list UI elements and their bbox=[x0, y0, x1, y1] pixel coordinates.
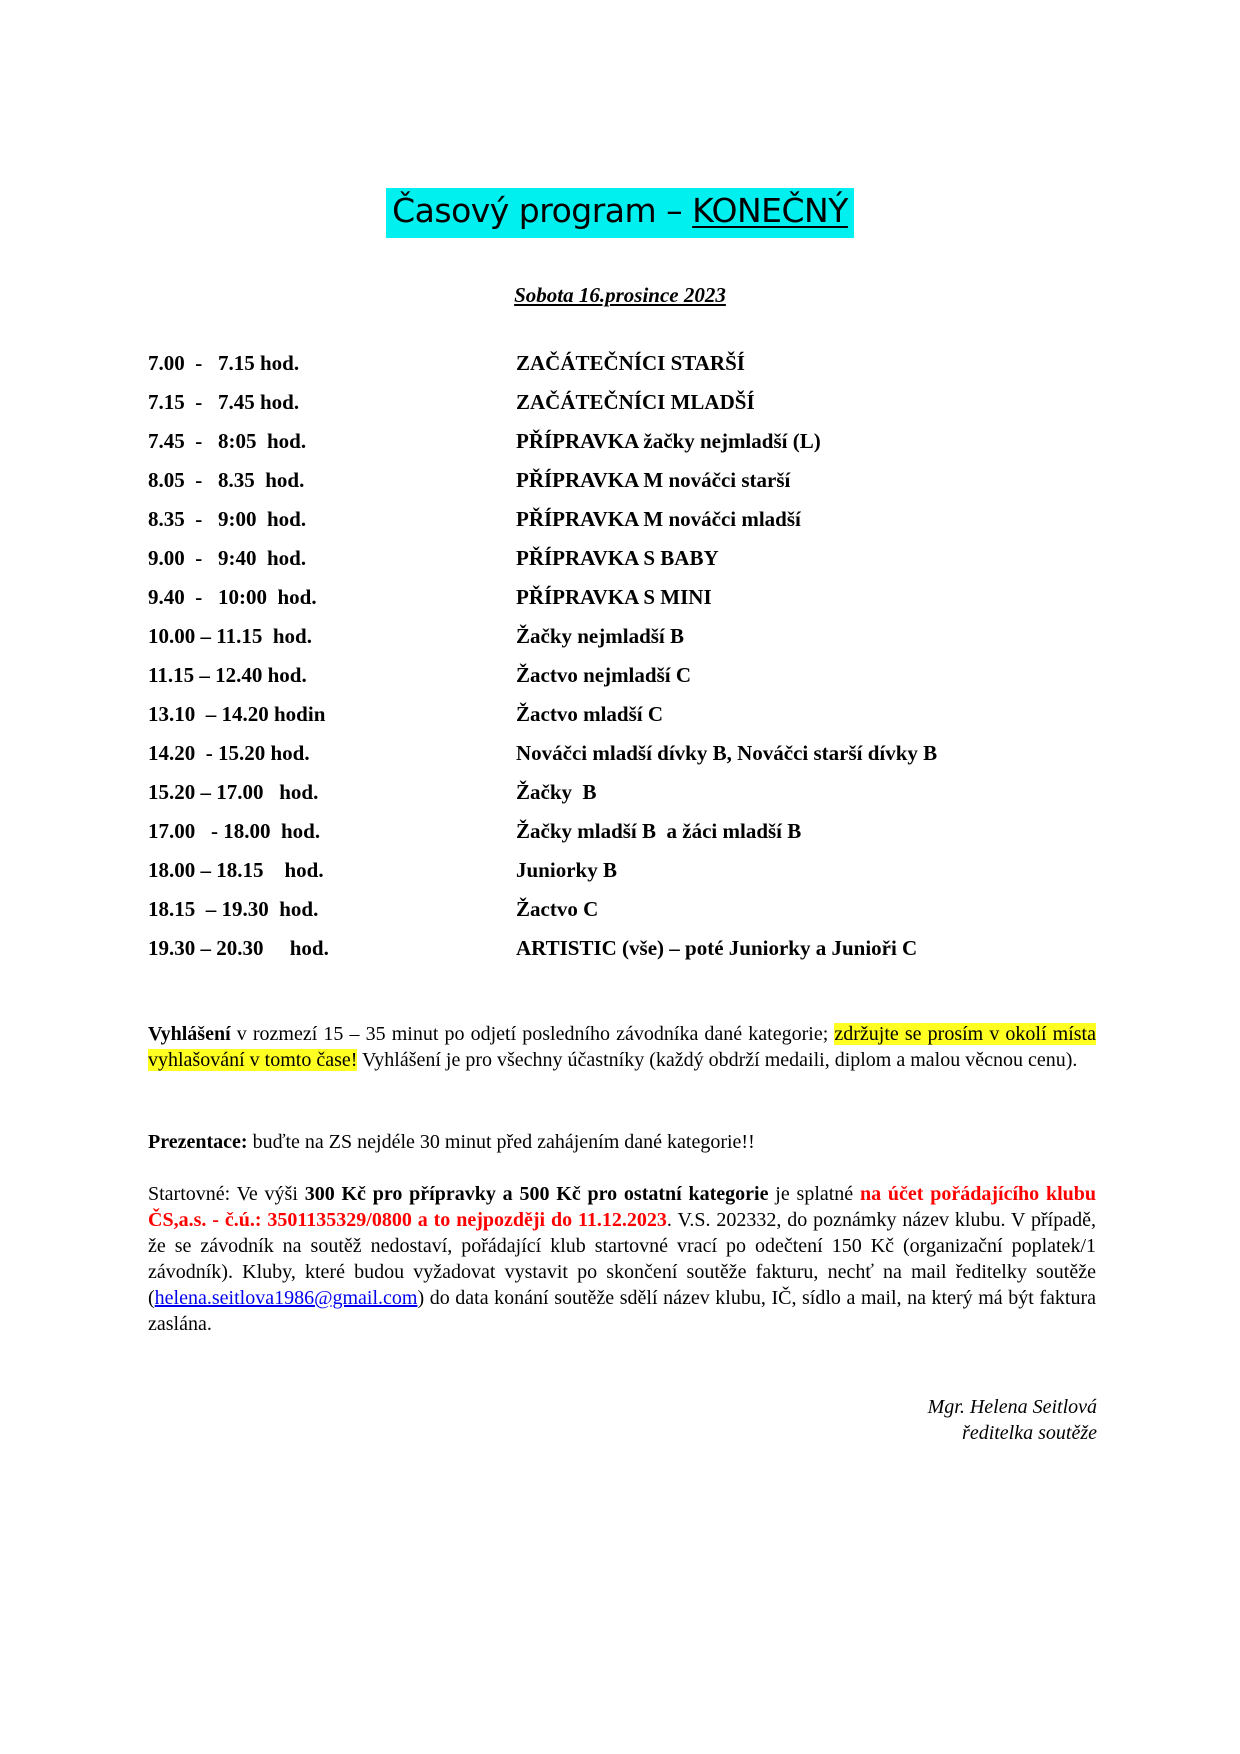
schedule-row bbox=[148, 344, 1108, 383]
schedule-time: 9.00 - 9:40 hod. bbox=[148, 546, 307, 570]
schedule-time: 8.35 - 9:00 hod. bbox=[148, 507, 307, 531]
announcement-label: Vyhlášení bbox=[148, 1023, 231, 1045]
schedule-time: 14.20 - 15.20 hod. bbox=[148, 741, 310, 765]
announcement-paragraph bbox=[148, 1021, 1096, 1073]
announcement-text-2: Vyhlášení je pro všechny účastníky (každý obdrží medaili, diplom a malou věcnou cenu). bbox=[357, 1049, 1078, 1071]
schedule-category: PŘÍPRAVKA žačky nejmladší (L) bbox=[516, 429, 821, 453]
schedule-row bbox=[148, 422, 1108, 461]
schedule-time: 13.10 – 14.20 hodin bbox=[148, 702, 326, 726]
schedule-category: ARTISTIC (vše) – poté Juniorky a Junioři C bbox=[516, 936, 918, 960]
fee-account: na účet pořádajícího klubu ČS,a.s. - č.ú.: 3501135329/0800 a to nejpozději do 11.12.2023 bbox=[148, 1183, 1097, 1231]
schedule-category: ZAČÁTEČNÍCI MLADŠÍ bbox=[516, 390, 755, 414]
schedule-category: ZAČÁTEČNÍCI STARŠÍ bbox=[516, 351, 745, 375]
schedule-category: Žactvo nejmladší C bbox=[516, 663, 691, 687]
announcement-highlight: zdržujte se prosím v okolí místa vyhlašování v tomto čase! bbox=[148, 1023, 1096, 1071]
schedule-category: Žactvo C bbox=[516, 897, 599, 921]
schedule-row bbox=[148, 812, 1108, 851]
schedule-category: Žačky mladší B a žáci mladší B bbox=[516, 819, 802, 843]
schedule-category: PŘÍPRAVKA M nováčci mladší bbox=[516, 507, 801, 531]
schedule-category: Žactvo mladší C bbox=[516, 702, 663, 726]
schedule-row bbox=[148, 500, 1108, 539]
event-date: Sobota 16.prosince 2023 bbox=[514, 283, 726, 307]
fee-text-4: ) do data konání soutěže sdělí název klubu, IČ, sídlo a mail, na který má být faktura zaslána. bbox=[148, 1287, 1096, 1335]
email-link[interactable]: helena.seitlova1986@gmail.com bbox=[154, 1287, 418, 1309]
schedule-time: 19.30 – 20.30 hod. bbox=[148, 936, 329, 960]
schedule-row bbox=[148, 773, 1108, 812]
schedule-time: 10.00 – 11.15 hod. bbox=[148, 624, 312, 648]
schedule-row bbox=[148, 578, 1108, 617]
signature-block bbox=[928, 1394, 1097, 1446]
schedule-time: 7.00 - 7.15 hod. bbox=[148, 351, 300, 375]
schedule-time: 17.00 - 18.00 hod. bbox=[148, 819, 321, 843]
page-title bbox=[386, 188, 854, 238]
schedule-category: PŘÍPRAVKA S MINI bbox=[516, 585, 712, 609]
presentation-text: buďte na ZS nejdéle 30 minut před zahájením dané kategorie!! bbox=[247, 1131, 755, 1153]
schedule-row bbox=[148, 539, 1108, 578]
signature-name: Mgr. Helena Seitlová bbox=[927, 1396, 1097, 1418]
schedule-row bbox=[148, 383, 1108, 422]
schedule-row bbox=[148, 695, 1108, 734]
title-main: Časový program – bbox=[392, 191, 693, 230]
title-emphasis: KONEČNÝ bbox=[692, 191, 848, 230]
schedule-row bbox=[148, 656, 1108, 695]
title-block bbox=[0, 188, 1240, 238]
schedule-time: 7.45 - 8:05 hod. bbox=[148, 429, 307, 453]
fee-paragraph bbox=[148, 1181, 1096, 1337]
schedule-list bbox=[148, 344, 1108, 968]
fee-amounts: 300 Kč pro přípravky a 500 Kč pro ostatní kategorie bbox=[304, 1183, 769, 1205]
schedule-row bbox=[148, 929, 1108, 968]
schedule-time: 11.15 – 12.40 hod. bbox=[148, 663, 307, 687]
schedule-time: 15.20 – 17.00 hod. bbox=[148, 780, 319, 804]
schedule-category: Žačky B bbox=[516, 780, 597, 804]
schedule-row bbox=[148, 851, 1108, 890]
schedule-time: 18.15 – 19.30 hod. bbox=[148, 897, 319, 921]
schedule-category: PŘÍPRAVKA M nováčci starší bbox=[516, 468, 791, 492]
schedule-row bbox=[148, 617, 1108, 656]
fee-text-1: Startovné: Ve výši bbox=[148, 1183, 305, 1205]
presentation-label: Prezentace: bbox=[148, 1131, 248, 1153]
fee-text-3: . V.S. 202332, do poznámky název klubu. V případě, že se závodník na soutěž nedostaví, pořádající klub startovné vrací po odečtení 150 Kč (organizační poplatek/1 závodník). Kluby, které budou vyžadovat vystavit po skončení soutěže fakturu, nechť na mail ředitelky soutěže ( bbox=[148, 1209, 1096, 1309]
fee-text-2: je splatné bbox=[768, 1183, 860, 1205]
schedule-time: 9.40 - 10:00 hod. bbox=[148, 585, 317, 609]
signature-role: ředitelka soutěže bbox=[962, 1422, 1097, 1444]
announcement-text-1: v rozmezí 15 – 35 minut po odjetí posledního závodníka dané kategorie; bbox=[230, 1023, 835, 1045]
schedule-category: Juniorky B bbox=[516, 858, 617, 882]
schedule-row bbox=[148, 461, 1108, 500]
schedule-category: Žačky nejmladší B bbox=[516, 624, 685, 648]
schedule-category: PŘÍPRAVKA S BABY bbox=[516, 546, 719, 570]
schedule-time: 7.15 - 7.45 hod. bbox=[148, 390, 300, 414]
schedule-time: 8.05 - 8.35 hod. bbox=[148, 468, 305, 492]
schedule-row bbox=[148, 734, 1108, 773]
presentation-paragraph bbox=[148, 1129, 1096, 1155]
schedule-time: 18.00 – 18.15 hod. bbox=[148, 858, 324, 882]
schedule-row bbox=[148, 890, 1108, 929]
schedule-category: Nováčci mladší dívky B, Nováčci starší dívky B bbox=[516, 741, 938, 765]
